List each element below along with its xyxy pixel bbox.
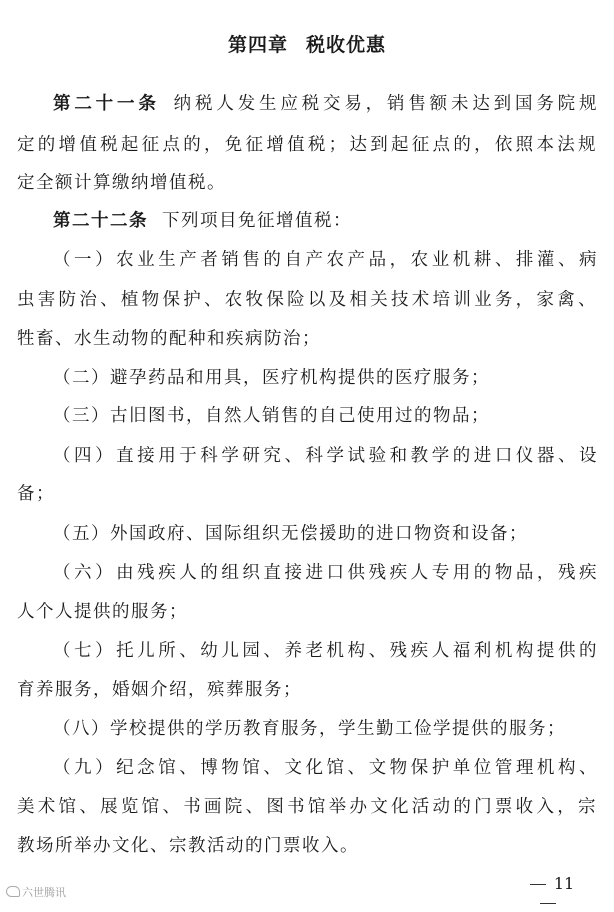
item-7-line-1: （七）托儿所、幼儿园、养老机构、残疾人福利机构提供的 [53,641,598,661]
article-22-label: 第二十二条 [53,211,148,231]
item-9-line-2: 美术馆、展览馆、书画院、图书馆举办文化活动的门票收入，宗 [17,797,597,817]
dash-left [530,884,546,885]
item-9-line-1: （九）纪念馆、博物馆、文化馆、文物保护单位管理机构、 [53,758,598,778]
article-22-line-1 [53,209,598,233]
weibo-logo-icon [6,886,20,897]
item-4-line-2: 备； [17,484,55,504]
item-5: （五）外国政府、国际组织无偿援助的进口物资和设备； [53,524,528,544]
item-1-line-1: （一）农业生产者销售的自产农产品，农业机耕、排灌、病 [53,250,598,270]
page-number-value: 11 [553,874,575,893]
item-4-line-1: （四）直接用于科学研究、科学试验和教学的进口仪器、设 [53,446,598,466]
page-number [508,874,588,912]
watermark [6,884,66,900]
article-21-label: 第二十一条 [53,94,160,114]
item-8: （八）学校提供的学历教育服务，学生勤工俭学提供的服务； [53,719,566,739]
item-1-line-3: 牲畜、水生动物的配种和疾病防治； [17,329,321,349]
article-21-line-3: 定全额计算缴纳增值税。 [17,173,226,193]
article-22-intro: 下列项目免征增值税： [162,211,352,231]
chapter-heading [0,30,614,57]
article-21-text-1: 纳税人发生应税交易，销售额未达到国务院规 [173,94,599,114]
item-2: （二）避孕药品和用具，医疗机构提供的医疗服务； [53,368,490,388]
item-7-line-2: 育养服务，婚姻介绍，殡葬服务； [17,680,302,700]
article-21-line-1 [53,92,598,116]
item-3: （三）古旧图书，自然人销售的自己使用过的物品； [53,406,490,426]
item-9-line-3: 教场所举办文化、宗教活动的门票收入。 [17,836,359,856]
item-6-line-1: （六）由残疾人的组织直接进口供残疾人专用的物品，残疾 [53,563,598,583]
watermark-text: 六世腾讯 [22,886,66,899]
dash-right [540,903,556,904]
article-21-line-2: 定的增值税起征点的，免征增值税；达到起征点的，依照本法规 [17,135,597,155]
chapter-number: 第四章 [227,34,288,56]
item-6-line-2: 人个人提供的服务； [17,602,188,622]
chapter-name: 税收优惠 [306,34,387,56]
item-1-line-2: 虫害防治、植物保护、农牧保险以及相关技术培训业务，家禽、 [17,290,597,310]
